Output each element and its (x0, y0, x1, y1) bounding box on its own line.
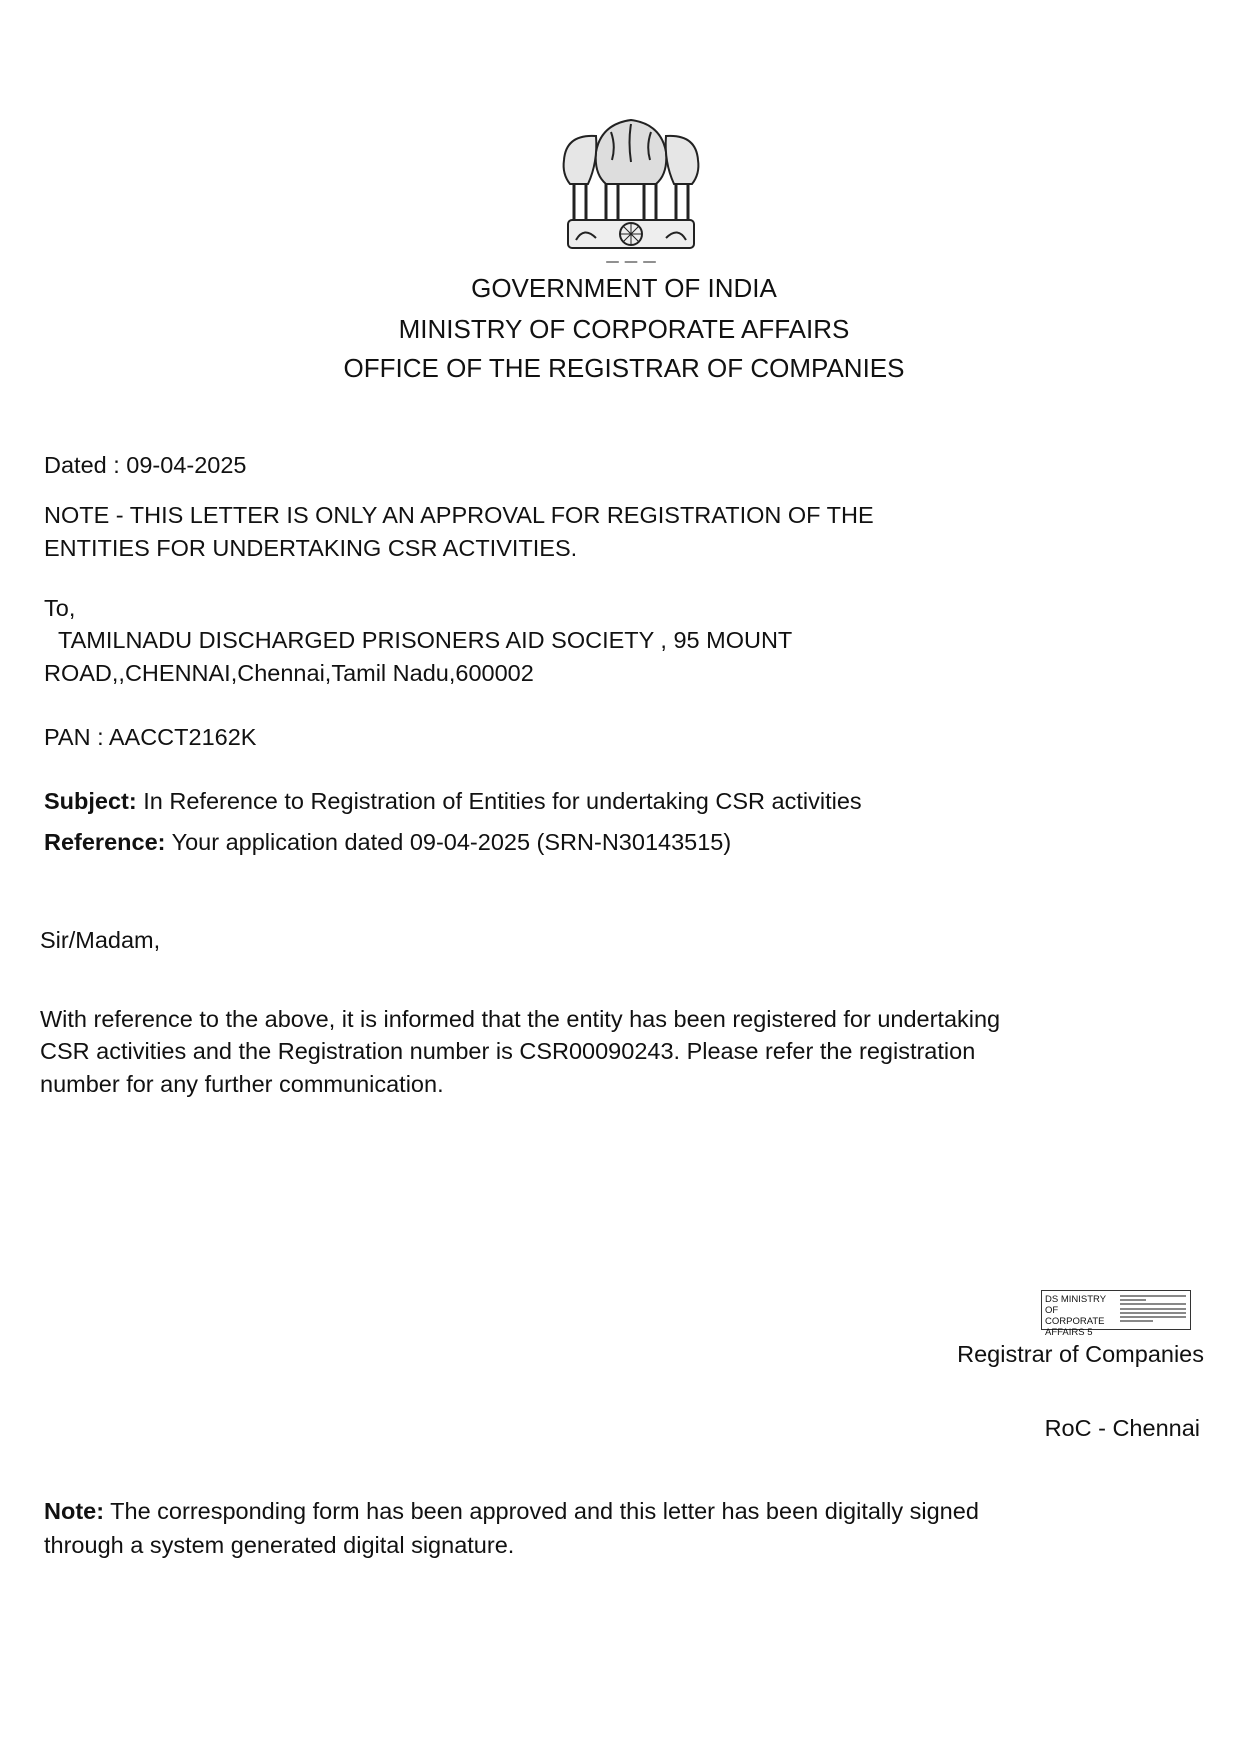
body-line-1: With reference to the above, it is informed that the entity has been registered for undertaking (40, 1006, 1001, 1032)
dated: Dated : 09-04-2025 (44, 452, 247, 478)
salutation: Sir/Madam, (40, 927, 161, 953)
recipient-to: To, (44, 595, 76, 621)
signature-signer: DS MINISTRY OF CORPORATE AFFAIRS 5 (1045, 1294, 1106, 1338)
recipient-line-1: TAMILNADU DISCHARGED PRISONERS AID SOCIETY , 95 MOUNT (58, 627, 793, 653)
subject-label: Subject: (44, 788, 137, 814)
pan: PAN : AACCT2162K (44, 724, 257, 750)
note-bottom-line-2: through a system generated digital signature. (44, 1532, 515, 1558)
digital-signature-stamp[interactable] (1041, 1290, 1191, 1338)
recipient-line-2: ROAD,,CHENNAI,Chennai,Tamil Nadu,600002 (44, 660, 534, 686)
header-government: GOVERNMENT OF INDIA (471, 273, 777, 303)
reference-text: Your application dated 09-04-2025 (SRN-N30143515) (165, 829, 732, 855)
body-line-3: number for any further communication. (40, 1071, 444, 1097)
subject (44, 787, 862, 815)
reference-label: Reference: (44, 829, 166, 855)
national-emblem-logo (556, 112, 706, 270)
note-top-line-2: ENTITIES FOR UNDERTAKING CSR ACTIVITIES. (44, 535, 578, 561)
body-line-2: CSR activities and the Registration number is CSR00090243. Please refer the registration (40, 1038, 976, 1064)
sign-off-office: RoC - Chennai (1044, 1415, 1200, 1441)
note-bottom-text: The corresponding form has been approved and this letter has been digitally signed (104, 1498, 979, 1524)
signature-details (1120, 1295, 1186, 1324)
sign-off-title: Registrar of Companies (957, 1341, 1204, 1367)
note-top-line-1: NOTE - THIS LETTER IS ONLY AN APPROVAL FOR REGISTRATION OF THE (44, 502, 874, 528)
header-office: OFFICE OF THE REGISTRAR OF COMPANIES (343, 353, 905, 383)
subject-text: In Reference to Registration of Entities for undertaking CSR activities (136, 788, 862, 814)
svg-text:— — —: — — — (605, 254, 657, 270)
note-bottom-line-1 (44, 1497, 979, 1525)
reference (44, 828, 731, 856)
note-bottom-label: Note: (44, 1498, 105, 1524)
header-ministry: MINISTRY OF CORPORATE AFFAIRS (398, 314, 850, 344)
